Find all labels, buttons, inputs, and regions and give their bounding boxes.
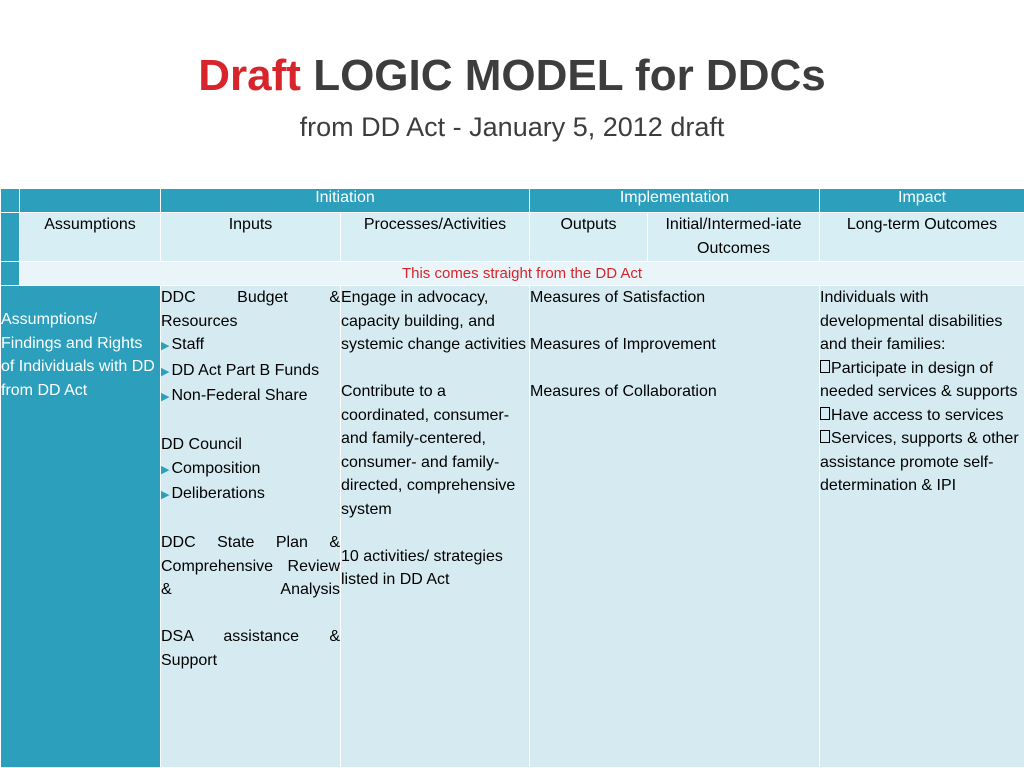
- title-main: LOGIC MODEL for DDCs: [313, 51, 826, 100]
- column-header-longterm-outcomes: Long-term Outcomes: [820, 213, 1024, 262]
- dd-act-note: This comes straight from the DD Act: [20, 262, 1024, 286]
- title-draft-word: Draft: [198, 51, 301, 100]
- longterm-item: Have access to services: [820, 404, 1024, 428]
- missing-glyph-box-icon: [820, 407, 830, 420]
- note-row: [1, 262, 1024, 286]
- inputs-cell: [161, 286, 341, 768]
- longterm-item: Participate in design of needed services & supports: [820, 359, 1018, 400]
- row-marker: [1, 189, 20, 213]
- inputs-budget-heading: DDC Budget & Resources: [161, 289, 340, 330]
- inputs-dsa: DSA assistance & Support: [161, 628, 340, 669]
- phase-header-blank: [20, 189, 161, 213]
- slide-subtitle: from DD Act - January 5, 2012 draft: [299, 112, 725, 142]
- phase-header-row: [1, 189, 1024, 213]
- inputs-budget-item: ▶ DD Act Part B Funds: [161, 361, 320, 379]
- content-row: [1, 286, 1024, 768]
- assumptions-text: Assumptions/ Findings and Rights of Individuals with DD from DD Act: [1, 311, 155, 399]
- inputs-council-item: ▶ Composition: [161, 459, 261, 477]
- logic-model-table: [0, 188, 1024, 768]
- phase-header-implementation: Implementation: [530, 189, 820, 213]
- column-header-outputs: Outputs: [530, 213, 648, 262]
- longterm-cell: [820, 286, 1024, 768]
- column-header-assumptions: Assumptions: [20, 213, 161, 262]
- missing-glyph-box-icon: [820, 360, 830, 373]
- processes-cell: [341, 286, 530, 768]
- phase-header-initiation: Initiation: [161, 189, 530, 213]
- inputs-council-item: ▶ Deliberations: [161, 485, 265, 502]
- output-item: Measures of Satisfaction: [530, 289, 706, 306]
- missing-glyph-box-icon: [820, 430, 830, 443]
- right-triangle-bullet-icon: ▶: [161, 391, 170, 403]
- process-item: Contribute to a coordinated, consumer- and family-centered, consumer- and family-directed, comprehensive system: [341, 383, 516, 518]
- row-marker: [1, 262, 20, 286]
- row-marker: [1, 213, 20, 262]
- inputs-state-plan: DDC State Plan & Comprehensive Review & Analysis: [161, 534, 340, 598]
- column-header-processes: Processes/Activities: [341, 213, 530, 262]
- column-header-initial-outcomes: Initial/Intermed-iate Outcomes: [648, 213, 820, 262]
- inputs-budget-item: ▶ Non-Federal Share: [161, 387, 308, 404]
- inputs-budget-item: ▶ Staff: [161, 336, 205, 353]
- column-header-row: [1, 213, 1024, 262]
- process-item: 10 activities/ strategies listed in DD Act: [341, 547, 503, 588]
- process-item: Engage in advocacy, capacity building, and systemic change activities: [341, 289, 526, 353]
- phase-header-impact: Impact: [820, 189, 1024, 213]
- assumptions-cell: [1, 286, 161, 768]
- slide-title: [0, 50, 1024, 102]
- longterm-intro: Individuals with developmental disabilities and their families:: [820, 289, 1003, 353]
- column-header-inputs: Inputs: [161, 213, 341, 262]
- longterm-item: Services, supports & other assistance promote self-determination & IPI: [820, 430, 1019, 494]
- right-triangle-bullet-icon: ▶: [161, 489, 170, 501]
- inputs-council-heading: DD Council: [161, 436, 242, 453]
- output-item: Measures of Improvement: [530, 336, 716, 353]
- right-triangle-bullet-icon: ▶: [161, 463, 170, 476]
- right-triangle-bullet-icon: ▶: [161, 365, 170, 378]
- right-triangle-bullet-icon: ▶: [161, 340, 170, 352]
- output-item: Measures of Collaboration: [530, 383, 717, 400]
- outputs-cell: [530, 286, 820, 768]
